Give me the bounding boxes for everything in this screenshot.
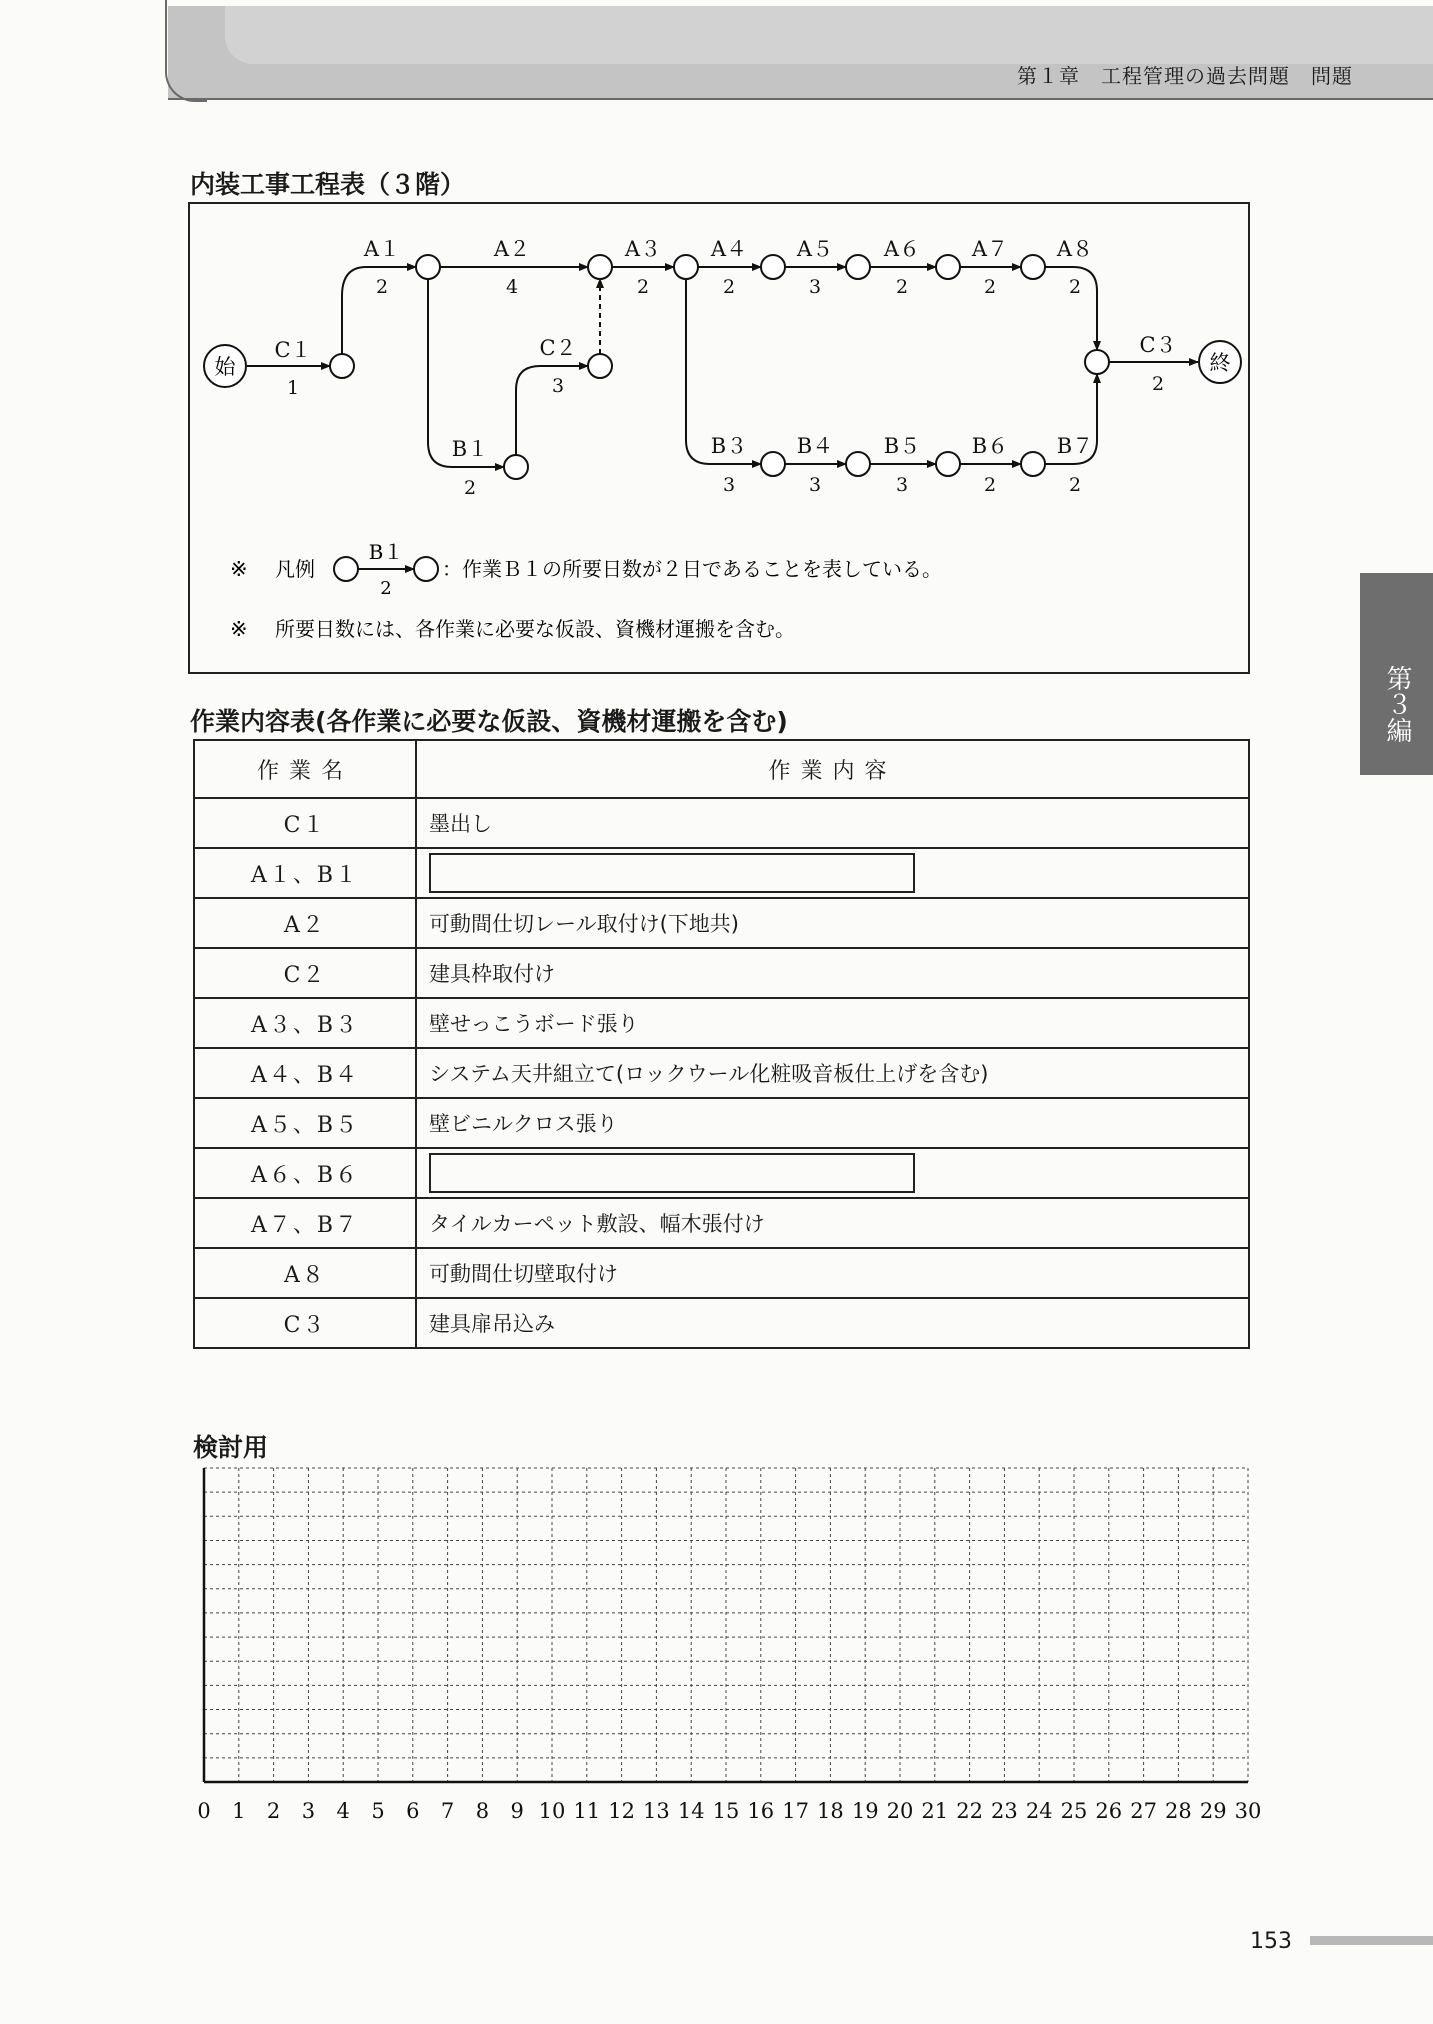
work-content-cell-blank xyxy=(416,1148,1249,1198)
work-content-cell: 壁せっこうボード張り xyxy=(416,998,1249,1048)
work-name-cell: C２ xyxy=(194,948,416,998)
answer-blank-box[interactable] xyxy=(429,853,915,893)
event-node-n5 xyxy=(761,255,785,279)
activity-label-c3: C３ xyxy=(1139,333,1177,357)
activity-days-b3: 3 xyxy=(722,474,736,496)
work-content-cell-blank xyxy=(416,848,1249,898)
column-header-content: 作業内容 xyxy=(416,740,1249,798)
activity-days-a5: 3 xyxy=(808,276,822,298)
activity-label-a2: A２ xyxy=(493,237,531,261)
diagram-title: 内装工事工程表（３階） xyxy=(190,170,466,199)
work-content-cell: システム天井組立て(ロックウール化粧吸音板仕上げを含む) xyxy=(416,1048,1249,1098)
grid-axis-label: 17 xyxy=(782,1799,809,1823)
grid-axis-label: 10 xyxy=(538,1799,566,1823)
legend-node-start xyxy=(334,557,358,581)
grid-axis-label: 9 xyxy=(510,1799,524,1823)
activity-label-a1: A１ xyxy=(363,237,401,261)
grid-axis-label: 3 xyxy=(301,1799,316,1823)
header-curve xyxy=(165,0,207,102)
event-node-n15 xyxy=(1021,452,1045,476)
grid-axis-label: 4 xyxy=(336,1799,350,1823)
work-name-cell: A６、B６ xyxy=(194,1148,416,1198)
work-name-cell: C１ xyxy=(194,798,416,848)
legend-example-label: B１ xyxy=(368,540,404,564)
table-row xyxy=(194,998,1249,1048)
header-highlight xyxy=(225,6,1433,64)
grid-axis-label: 14 xyxy=(677,1799,705,1823)
grid-axis-label: 6 xyxy=(406,1799,420,1823)
page-number: 153 xyxy=(1250,1929,1292,1954)
work-content-cell: 可動間仕切壁取付け xyxy=(416,1248,1249,1298)
work-content-cell: 建具枠取付け xyxy=(416,948,1249,998)
table-row xyxy=(194,1298,1249,1348)
work-content-cell: 墨出し xyxy=(416,798,1249,848)
work-name-cell: A８ xyxy=(194,1248,416,1298)
event-node-n10 xyxy=(504,455,528,479)
table-row xyxy=(194,898,1249,948)
grid-axis-label: 25 xyxy=(1060,1799,1088,1823)
event-node-n3 xyxy=(588,255,612,279)
grid-axis-label: 11 xyxy=(573,1799,601,1823)
network-diagram-svg xyxy=(190,204,1248,672)
page-number-bar xyxy=(1310,1936,1433,1945)
grid-axis-label: 28 xyxy=(1165,1799,1192,1823)
activity-days-a1: 2 xyxy=(375,276,389,298)
grid-axis-label: 23 xyxy=(991,1799,1018,1823)
table-row xyxy=(194,1248,1249,1298)
table-row xyxy=(194,1048,1249,1098)
event-node-n14 xyxy=(936,452,960,476)
study-grid-title: 検討用 xyxy=(193,1433,269,1462)
work-name-cell: A７、B７ xyxy=(194,1198,416,1248)
work-content-cell: 建具扉吊込み xyxy=(416,1298,1249,1348)
grid-axis-label: 16 xyxy=(747,1799,775,1823)
note-text: 所要日数には、各作業に必要な仮設、資機材運搬を含む。 xyxy=(275,617,795,641)
legend-text: ：作業Ｂ１の所要日数が２日であることを表している。 xyxy=(442,557,942,581)
work-name-cell: A５、B５ xyxy=(194,1098,416,1148)
grid-axis-label: 20 xyxy=(886,1799,914,1823)
event-node-n7 xyxy=(936,255,960,279)
event-node-n11 xyxy=(588,354,612,378)
activity-days-b5: 3 xyxy=(895,474,909,496)
activity-days-c1: 1 xyxy=(286,377,300,399)
grid-axis-label: 13 xyxy=(643,1799,670,1823)
study-grid-svg xyxy=(197,1466,1262,1836)
grid-axis-label: 22 xyxy=(956,1799,983,1823)
table-row xyxy=(194,948,1249,998)
work-table xyxy=(193,739,1250,1349)
network-diagram xyxy=(188,202,1250,674)
work-name-cell: A４、B４ xyxy=(194,1048,416,1098)
chapter-title: 第１章 工程管理の過去問題 問題 xyxy=(1017,64,1353,88)
activity-label-a3: A３ xyxy=(624,237,662,261)
event-node-n8 xyxy=(1021,255,1045,279)
grid-axis-label: 26 xyxy=(1095,1799,1123,1823)
grid-axis-label: 30 xyxy=(1234,1799,1262,1823)
grid-axis-label: 12 xyxy=(608,1799,635,1823)
answer-blank-box[interactable] xyxy=(429,1153,915,1193)
activity-days-a8: 2 xyxy=(1068,276,1082,298)
table-row xyxy=(194,848,1249,898)
event-node-n13 xyxy=(846,452,870,476)
table-row xyxy=(194,1198,1249,1248)
activity-label-a4: A４ xyxy=(710,237,748,261)
grid-axis-label: 7 xyxy=(440,1799,455,1823)
activity-label-b1: B１ xyxy=(451,437,489,461)
column-header-name: 作業名 xyxy=(194,740,416,798)
grid-axis-label: 8 xyxy=(475,1799,490,1823)
grid-axis-label: 15 xyxy=(712,1799,740,1823)
legend-mark: ※ xyxy=(230,557,248,581)
event-node-n4 xyxy=(674,255,698,279)
work-table-title: 作業内容表(各作業に必要な仮設、資機材運搬を含む) xyxy=(190,707,788,736)
activity-label-b4: B４ xyxy=(796,434,834,458)
grid-axis-label: 2 xyxy=(266,1799,281,1823)
work-name-cell: C３ xyxy=(194,1298,416,1348)
section-tab-label: 第３編 xyxy=(1382,665,1412,743)
activity-label-a7: A７ xyxy=(971,237,1009,261)
activity-label-a8: A８ xyxy=(1056,237,1094,261)
activity-days-a7: 2 xyxy=(983,276,997,298)
legend-example-days: 2 xyxy=(380,578,392,599)
activity-label-a6: A６ xyxy=(883,237,921,261)
work-content-cell: 壁ビニルクロス張り xyxy=(416,1098,1249,1148)
grid-axis-label: 24 xyxy=(1025,1799,1053,1823)
grid-axis-label: 19 xyxy=(851,1799,879,1823)
event-node-n9 xyxy=(1085,350,1109,374)
grid-axis-label: 0 xyxy=(197,1799,211,1823)
grid-axis-label: 18 xyxy=(817,1799,844,1823)
start-node-label: 始 xyxy=(214,355,236,379)
activity-label-b5: B５ xyxy=(883,434,921,458)
grid-axis-label: 21 xyxy=(921,1799,949,1823)
grid-axis-label: 29 xyxy=(1199,1799,1227,1823)
activity-label-b3: B３ xyxy=(710,434,748,458)
activity-days-b1: 2 xyxy=(463,477,477,499)
table-row xyxy=(194,1098,1249,1148)
event-node-n1 xyxy=(330,354,354,378)
section-tab xyxy=(1360,573,1433,775)
activity-days-b7: 2 xyxy=(1068,474,1082,496)
event-node-n6 xyxy=(846,255,870,279)
grid-axis-label: 5 xyxy=(371,1799,385,1823)
legend-node-end xyxy=(414,557,438,581)
event-node-n12 xyxy=(761,452,785,476)
activity-days-b6: 2 xyxy=(983,474,997,496)
activity-label-b6: B６ xyxy=(971,434,1009,458)
activity-days-a4: 2 xyxy=(722,276,736,298)
work-name-cell: A３、B３ xyxy=(194,998,416,1048)
event-node-n2 xyxy=(416,255,440,279)
activity-days-c2: 3 xyxy=(551,375,565,397)
work-content-cell: タイルカーペット敷設、幅木張付け xyxy=(416,1198,1249,1248)
activity-label-b7: B７ xyxy=(1056,434,1094,458)
activity-days-b4: 3 xyxy=(808,474,822,496)
work-content-cell: 可動間仕切レール取付け(下地共) xyxy=(416,898,1249,948)
end-node-label: 終 xyxy=(1209,351,1231,375)
table-row xyxy=(194,1148,1249,1198)
activity-days-a2: 4 xyxy=(505,276,519,298)
activity-label-c2: C２ xyxy=(539,336,577,360)
note-mark: ※ xyxy=(230,617,248,641)
activity-days-a3: 2 xyxy=(636,276,650,298)
work-name-cell: A１、B１ xyxy=(194,848,416,898)
study-grid xyxy=(197,1466,1262,1840)
grid-axis-label: 27 xyxy=(1130,1799,1157,1823)
work-name-cell: A２ xyxy=(194,898,416,948)
work-table-header-row xyxy=(194,740,1249,798)
activity-days-c3: 2 xyxy=(1151,373,1165,395)
legend-prefix: 凡例 xyxy=(275,557,315,581)
activity-label-c1: C１ xyxy=(274,338,312,362)
table-row xyxy=(194,798,1249,848)
grid-axis-label: 1 xyxy=(232,1799,246,1823)
activity-days-a6: 2 xyxy=(895,276,909,298)
activity-label-a5: A５ xyxy=(796,237,834,261)
